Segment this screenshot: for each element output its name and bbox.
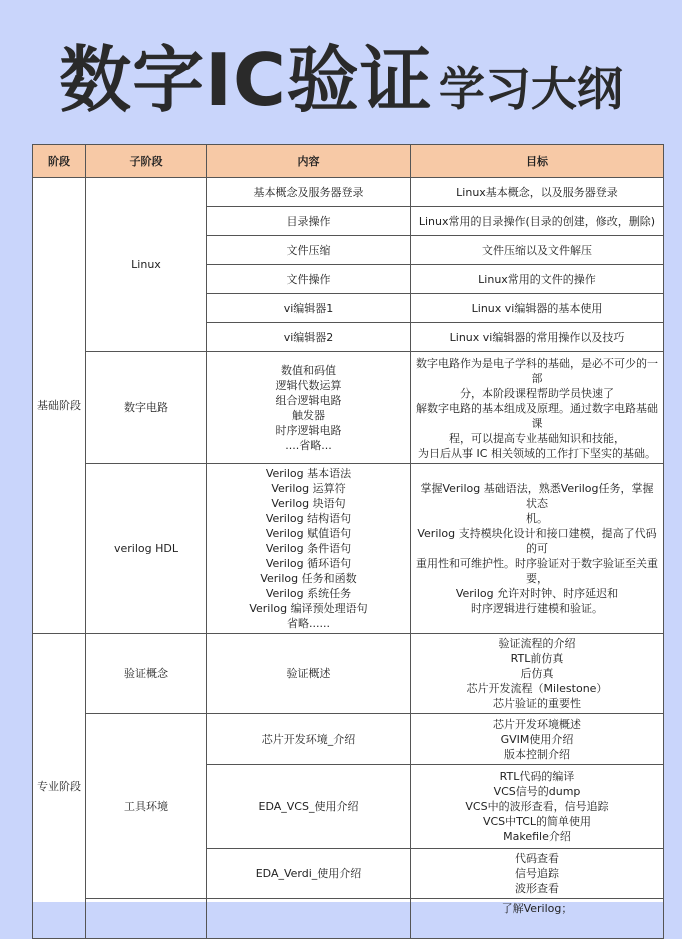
title-main: 数字IC验证 xyxy=(59,38,433,122)
content-cell: 芯片开发环境_介绍 xyxy=(207,714,411,765)
content-cell xyxy=(207,899,411,939)
table-row xyxy=(33,634,664,714)
content-cell: vi编辑器1 xyxy=(207,294,411,323)
table-row xyxy=(33,899,664,939)
substage-verify: 验证概念 xyxy=(86,634,207,714)
stage-pro: 专业阶段 xyxy=(33,634,86,939)
goal-cell: Linux常用的目录操作(目录的创建，修改，删除) xyxy=(411,207,664,236)
goal-cell: 文件压缩以及文件解压 xyxy=(411,236,664,265)
goal-cell: 了解Verilog； xyxy=(411,899,664,939)
header-goal: 目标 xyxy=(411,145,664,178)
content-cell: 验证概述 xyxy=(207,634,411,714)
goal-cell: Linux常用的文件的操作 xyxy=(411,265,664,294)
content-cell: EDA_VCS_使用介绍 xyxy=(207,765,411,849)
content-cell: EDA_Verdi_使用介绍 xyxy=(207,849,411,899)
header-row xyxy=(33,145,664,178)
substage-tools: 工具环境 xyxy=(86,714,207,899)
goal-cell: 代码查看 信号追踪 波形查看 xyxy=(411,849,664,899)
content-cell: vi编辑器2 xyxy=(207,323,411,352)
content-cell: 基本概念及服务器登录 xyxy=(207,178,411,207)
header-stage: 阶段 xyxy=(33,145,86,178)
content-cell: Verilog 基本语法 Verilog 运算符 Verilog 块语句 Verilog 结构语句 Verilog 赋值语句 Verilog 条件语句 Verilog 循环语句 Verilog 任务和函数 Verilog 系统任务 Verilog 编译预处理语句 省略...... xyxy=(207,464,411,634)
outline-sheet xyxy=(32,144,663,915)
title-sub: 学习大纲 xyxy=(438,62,623,116)
goal-cell: 验证流程的介绍 RTL前仿真 后仿真 芯片开发流程（Milestone） 芯片验证的重要性 xyxy=(411,634,664,714)
table-row xyxy=(33,464,664,634)
goal-cell: Linux vi编辑器的基本使用 xyxy=(411,294,664,323)
goal-cell: Linux基本概念，以及服务器登录 xyxy=(411,178,664,207)
goal-cell: RTL代码的编译 VCS信号的dump VCS中的波形查看，信号追踪 VCS中TCL的简单使用 Makefile介绍 xyxy=(411,765,664,849)
stage-basic: 基础阶段 xyxy=(33,178,86,634)
table-row xyxy=(33,352,664,464)
goal-cell: Linux vi编辑器的常用操作以及技巧 xyxy=(411,323,664,352)
substage-digital: 数字电路 xyxy=(86,352,207,464)
content-cell: 目录操作 xyxy=(207,207,411,236)
page-title xyxy=(0,22,682,122)
content-cell: 文件压缩 xyxy=(207,236,411,265)
table-row xyxy=(33,178,664,207)
substage-linux: Linux xyxy=(86,178,207,352)
table-row xyxy=(33,714,664,765)
content-cell: 数值和码值 逻辑代数运算 组合逻辑电路 触发器 时序逻辑电路 ....省略... xyxy=(207,352,411,464)
outline-table xyxy=(32,144,664,939)
substage-verilog: verilog HDL xyxy=(86,464,207,634)
content-cell: 文件操作 xyxy=(207,265,411,294)
header-substage: 子阶段 xyxy=(86,145,207,178)
goal-cell: 数字电路作为是电子学科的基础，是必不可少的一部 分，本阶段课程帮助学员快速了 解数字电路的基本组成及原理。通过数字电路基础课 程，可以提高专业基础知识和技能， 为日后从事 IC 相关领域的工作打下坚实的基础。 xyxy=(411,352,664,464)
header-content: 内容 xyxy=(207,145,411,178)
substage-cell xyxy=(86,899,207,939)
goal-cell: 芯片开发环境概述 GVIM使用介绍 版本控制介绍 xyxy=(411,714,664,765)
goal-cell: 掌握Verilog 基础语法，熟悉Verilog任务，掌握状态 机。 Verilog 支持模块化设计和接口建模，提高了代码的可 重用性和可维护性。时序验证对于数字验证至关重要， Verilog 允许对时钟、时序延迟和 时序逻辑进行建模和验证。 xyxy=(411,464,664,634)
